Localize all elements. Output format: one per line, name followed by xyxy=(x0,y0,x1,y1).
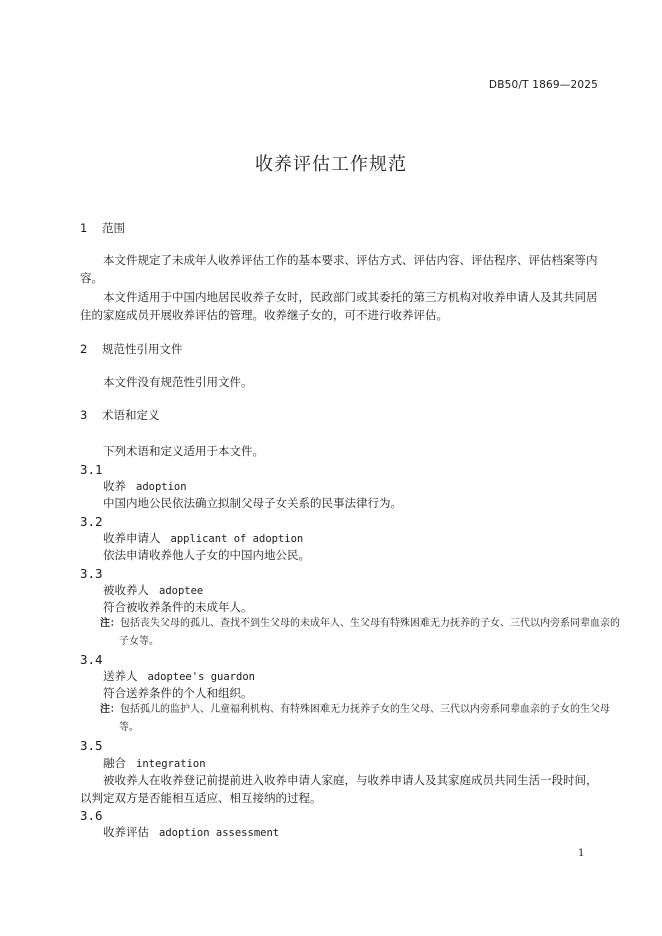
section-number: 1 xyxy=(80,221,88,235)
term-heading xyxy=(103,824,279,840)
paragraph: 本文件规定了未成年人收养评估工作的基本要求、评估方式、评估内容、评估程序、评估档案等内容。 xyxy=(80,253,598,285)
term-zh: 收养 xyxy=(103,479,126,493)
term-definition: 被收养人在收养登记前提前进入收养申请人家庭，与收养申请人及其家庭成员共同生活一段时间，以判定双方是否能相互适应、相互接纳的过程。 xyxy=(80,773,598,805)
standard-number: DB50/T 1869—2025 xyxy=(488,79,598,91)
term-number: 3.3 xyxy=(80,566,103,581)
term-number: 3.1 xyxy=(80,462,103,477)
term-zh: 送养人 xyxy=(103,669,138,683)
term-heading xyxy=(103,530,303,546)
section-1-heading xyxy=(80,220,125,236)
section-title: 规范性引用文件 xyxy=(102,342,183,356)
paragraph: 本文件没有规范性引用文件。 xyxy=(103,375,253,389)
page-number: 1 xyxy=(578,848,585,859)
term-note xyxy=(100,701,621,737)
term-definition: 符合送养条件的个人和组织。 xyxy=(103,686,253,700)
term-zh: 被收养人 xyxy=(103,583,149,597)
term-heading xyxy=(103,478,187,494)
term-definition: 依法申请收养他人子女的中国内地公民。 xyxy=(103,548,310,562)
section-3-heading xyxy=(80,407,160,423)
term-zh: 收养评估 xyxy=(103,825,149,839)
paragraph: 下列术语和定义适用于本文件。 xyxy=(103,444,264,458)
section-number: 3 xyxy=(80,408,88,422)
section-title: 术语和定义 xyxy=(102,408,160,422)
term-en: adoption xyxy=(136,481,187,493)
paragraph: 本文件适用于中国内地居民收养子女时，民政部门或其委托的第三方机构对收养申请人及其共同居住的家庭成员开展收养评估的管理。收养继子女的，可不进行收养评估。 xyxy=(80,290,598,322)
term-definition: 中国内地公民依法确立拟制父母子女关系的民事法律行为。 xyxy=(103,496,402,510)
term-heading xyxy=(103,755,206,771)
term-en: applicant of adoption xyxy=(170,533,304,545)
term-zh: 收养申请人 xyxy=(103,531,161,545)
note-text: 包括丧失父母的孤儿、查找不到生父母的未成年人、生父母有特殊困难无力抚养的子女、三代以内旁系同辈血亲的子女等。 xyxy=(119,618,620,647)
note-label: 注： xyxy=(100,704,120,715)
term-definition: 符合被收养条件的未成年人。 xyxy=(103,600,253,614)
term-en: adoption assessment xyxy=(159,827,280,839)
term-heading xyxy=(103,668,255,684)
section-number: 2 xyxy=(80,342,88,356)
term-note xyxy=(100,615,621,651)
term-en: adoptee's guardon xyxy=(147,671,255,683)
note-label: 注： xyxy=(100,618,120,629)
term-en: adoptee xyxy=(159,585,204,597)
term-heading xyxy=(103,582,203,598)
section-2-heading xyxy=(80,341,183,357)
term-number: 3.5 xyxy=(80,738,103,753)
section-title: 范围 xyxy=(102,221,125,235)
term-number: 3.6 xyxy=(80,808,103,823)
term-number: 3.4 xyxy=(80,652,103,667)
term-en: integration xyxy=(136,758,206,770)
term-number: 3.2 xyxy=(80,514,103,529)
note-text: 包括孤儿的监护人、儿童福利机构、有特殊困难无力抚养子女的生父母、三代以内旁系同辈血亲的子女的生父母等。 xyxy=(119,704,610,733)
document-title: 收养评估工作规范 xyxy=(255,154,407,175)
term-zh: 融合 xyxy=(103,756,126,770)
